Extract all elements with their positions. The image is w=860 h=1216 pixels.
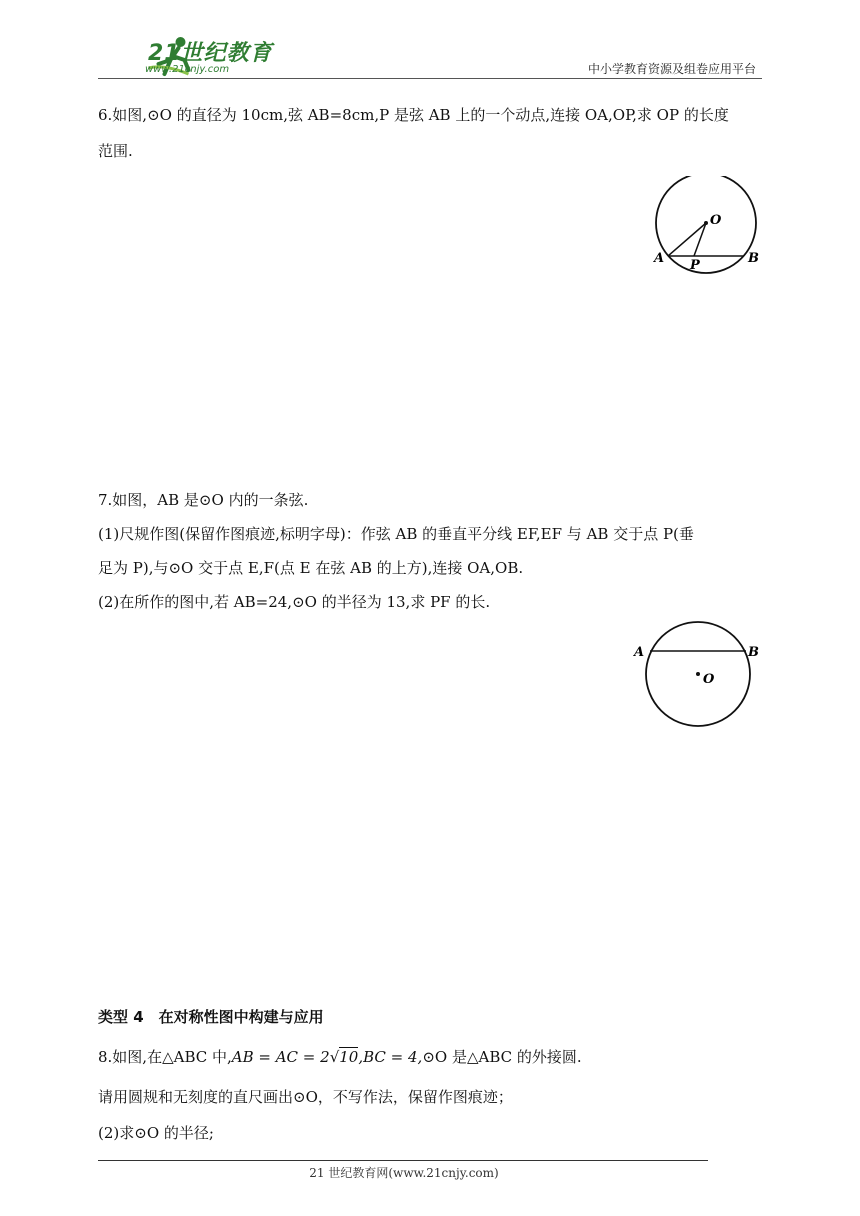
q7-label-b: B — [748, 645, 759, 660]
q7-line2: (1)尺规作图(保留作图痕迹,标明字母)：作弦 AB 的垂直平分线 EF,EF 与 AB 交于点 P(垂 — [98, 525, 694, 543]
footer-text: 21 世纪教育网(www.21cnjy.com) — [309, 1166, 499, 1180]
logo-url: www.21cnjy.com — [145, 64, 230, 75]
q6-label-o: O — [710, 213, 722, 228]
q8-line3: (2)求⊙O 的半径; — [98, 1124, 214, 1142]
q8-math2: ,BC = 4, — [358, 1048, 423, 1066]
q7-line1: 7.如图，AB 是⊙O 内的一条弦. — [98, 491, 309, 509]
q6-line1: 6.如图,⊙O 的直径为 10cm,弦 AB=8cm,P 是弦 AB 上的一个动点,连接 OA,OP,求 OP 的长度 — [98, 106, 729, 124]
q6-label-p: P — [690, 258, 700, 273]
q6-label-b: B — [748, 251, 759, 266]
q8-suffix: ⊙O 是△ABC 的外接圆. — [422, 1048, 582, 1066]
q7-line3: 足为 P),与⊙O 交于点 E,F(点 E 在弦 AB 的上方),连接 OA,OB. — [98, 559, 524, 577]
q7-line4: (2)在所作的图中,若 AB=24,⊙O 的半径为 13,求 PF 的长. — [98, 593, 491, 611]
q8-line1 — [98, 1040, 762, 1074]
q8-sqrt-arg: 10 — [339, 1048, 359, 1066]
logo-text: 21世纪教育 — [148, 41, 273, 66]
header-divider — [98, 78, 762, 79]
q7-label-o: O — [703, 672, 715, 687]
q8-math1: AB = AC = 2 — [231, 1048, 330, 1066]
q8-line2: 请用圆规和无刻度的直尺画出⊙O，不写作法，保留作图痕迹； — [98, 1088, 513, 1106]
q8-prefix: 8.如图,在△ABC 中, — [98, 1048, 232, 1066]
footer-divider — [98, 1160, 708, 1161]
q8-sqrt: √10 — [329, 1048, 359, 1066]
q6-label-a: A — [654, 251, 665, 266]
section-title: 类型 4 在对称性图中构建与应用 — [98, 1008, 324, 1026]
header-platform-text: 中小学教育资源及组卷应用平台 — [587, 62, 756, 76]
q7-label-a: A — [634, 645, 645, 660]
q6-line2: 范围. — [98, 142, 133, 160]
q6-circle-figure — [648, 176, 768, 276]
q7-circle-figure — [628, 618, 768, 730]
